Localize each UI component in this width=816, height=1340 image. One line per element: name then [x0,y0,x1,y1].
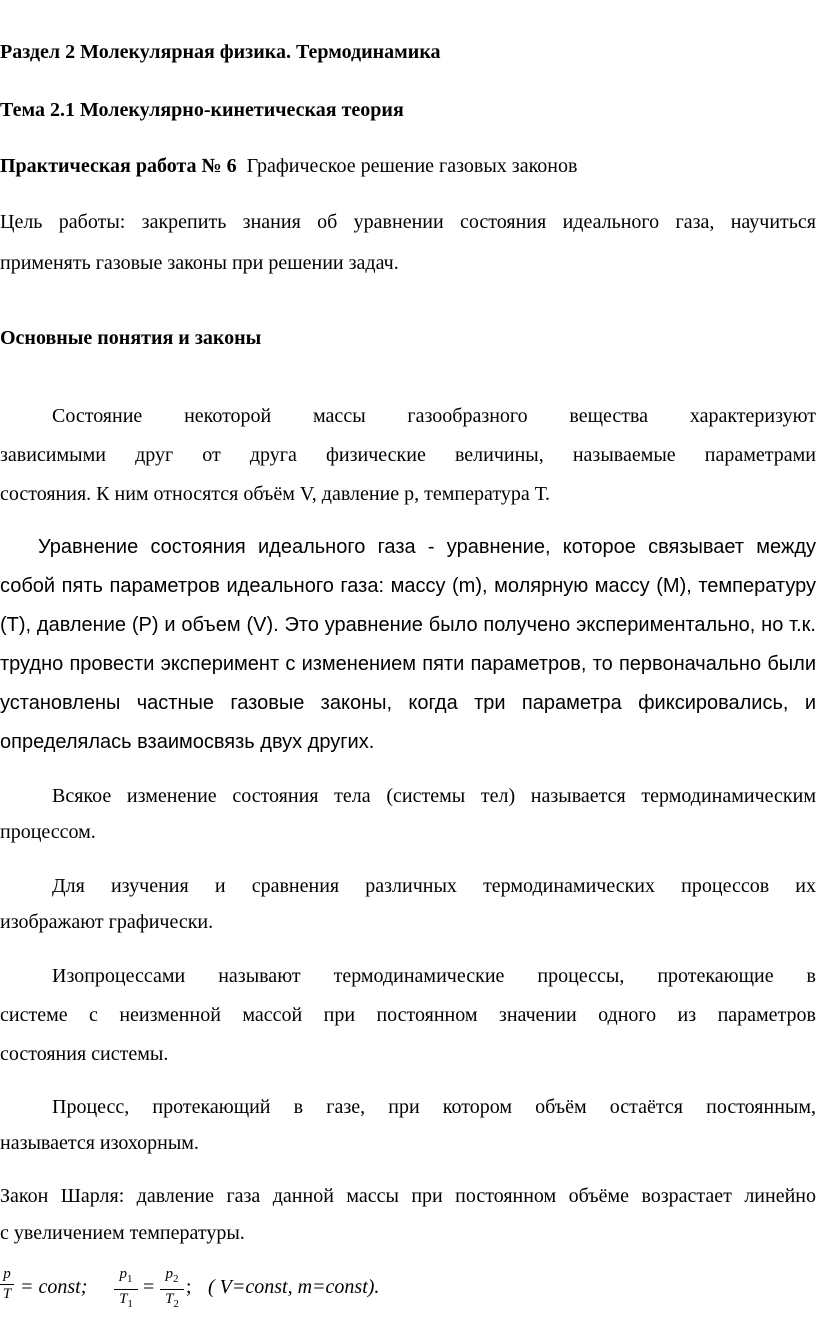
work-title: Графическое решение газовых законов [246,155,578,177]
charles-law-formula [0,1266,816,1316]
equals-sign: = [143,1276,155,1298]
practical-work-heading [0,154,816,178]
section-heading: Раздел 2 Молекулярная физика. Термодинамика [0,41,441,63]
para7-line-2: с увеличением температуры. [0,1222,245,1244]
para5-line-1: Изопроцессами называют термодинамические процессы, протекающие в [52,965,816,987]
goal-line-2: применять газовые законы при решении задач. [0,252,399,274]
fraction-p1-over-t1: $p_1$ $T_1$ [114,1266,138,1313]
para2-line-2: собой пять параметров идеального газа: массу (m), молярную массу (M), температуру [0,575,816,597]
para1-line-3: состояния. К ним относятся объём V, давление р, температура Т. [0,483,550,505]
work-label: Практическая работа № 6 [0,155,237,177]
para6-line-1: Процесс, протекающий в газе, при котором объём остаётся постоянным, [52,1096,816,1118]
goal-line-1: Цель работы: закрепить знания об уравнении состояния идеального газа, научиться [0,211,816,233]
para2-line-6: определялась взаимосвязь двух других. [0,731,375,753]
semicolon: ; [186,1276,192,1298]
para4-line-2: изображают графически. [0,911,214,933]
para3-line-1: Всякое изменение состояния тела (системы тел) называется термодинамическим [52,785,816,807]
para2-line-5: установлены частные газовые законы, когда три параметра фиксировались, и [0,692,816,714]
fraction-p2-over-t2: $p_2$ $T_2$ [160,1266,184,1313]
para5-line-3: состояния системы. [0,1043,169,1065]
para2-line-3: (T), давление (P) и объем (V). Это уравнение было получено экспериментально, но т.к. [0,614,816,636]
para7-line-1: Закон Шарля: давление газа данной массы при постоянном объёме возрастает линейно [0,1185,816,1207]
para6-line-2: называется изохорным. [0,1132,199,1154]
para3-line-2: процессом. [0,821,96,843]
para5-line-2: системе с неизменной массой при постоянном значении одного из параметров [0,1004,816,1026]
para2-line-1: Уравнение состояния идеального газа - уравнение, которое связывает между [38,536,816,558]
const-expression: = const; [20,1276,88,1298]
para2-line-4: трудно провести эксперимент с изменением пяти параметров, то первоначально были [0,653,816,675]
conditions: ( V=const, m=const). [208,1276,380,1298]
para1-line-2: зависимыми друг от друга физические величины, называемые параметрами [0,444,816,466]
concepts-heading: Основные понятия и законы [0,327,262,349]
fraction-p-over-t: p T [0,1266,14,1303]
topic-heading: Тема 2.1 Молекулярно-кинетическая теория [0,99,404,121]
para4-line-1: Для изучения и сравнения различных термодинамических процессов их [52,875,816,897]
para1-line-1: Состояние некоторой массы газообразного вещества характеризуют [52,405,816,427]
